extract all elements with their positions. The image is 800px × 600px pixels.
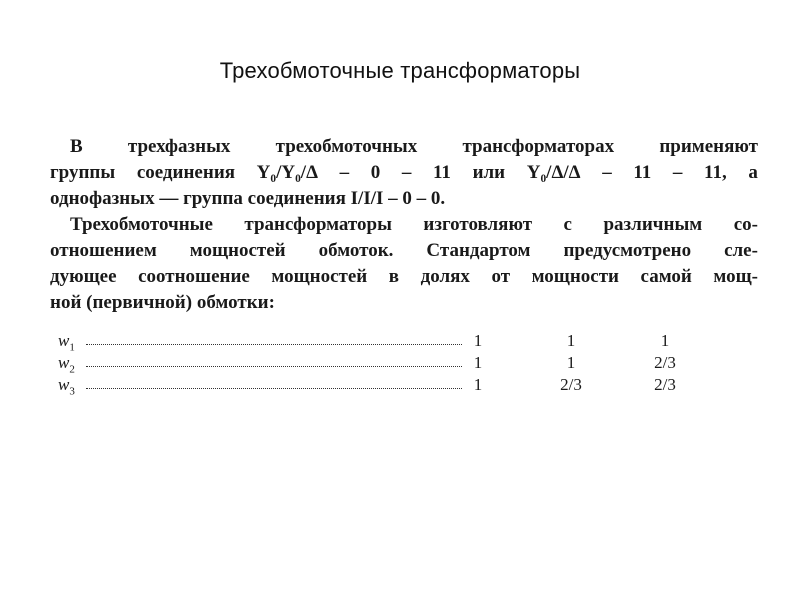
paragraph-line-2: группы соединения Y₀/Y₀/Δ – 0 – 11 или Y₀/Δ/Δ – 11 – 11, а xyxy=(50,162,758,183)
winding-label: $w_2$ xyxy=(58,353,75,376)
scanned-text-block xyxy=(50,134,758,396)
winding-label: $w_1$ xyxy=(58,331,75,354)
paragraph-line-3: однофазных — группа соединения I/I/I – 0 – 0. xyxy=(50,188,446,209)
table-row xyxy=(50,352,758,374)
paragraph-line-1: В трехфазных трехобмоточных трансформаторах применяют xyxy=(70,136,758,157)
dot-leader xyxy=(86,388,462,389)
table-cell: 1 xyxy=(473,353,483,372)
dot-leader xyxy=(86,344,462,345)
table-cell: 2/3 xyxy=(654,353,676,372)
table-row xyxy=(50,374,758,396)
winding-label: $w_3$ xyxy=(58,375,75,398)
table-cell: 1 xyxy=(566,353,576,372)
table-cell: 1 xyxy=(473,331,483,350)
power-ratio-table xyxy=(50,330,758,396)
slide-title: Трехобмоточные трансформаторы xyxy=(219,58,581,83)
table-cell: 1 xyxy=(566,331,576,350)
dot-leader xyxy=(86,366,462,367)
paragraph-line-7: ной (первичной) обмотки: xyxy=(50,292,275,313)
table-row xyxy=(50,330,758,352)
table-cell: 2/3 xyxy=(560,375,582,394)
paragraph-line-6: дующее соотношение мощностей в долях от мощности самой мощ- xyxy=(50,266,758,287)
table-cell: 2/3 xyxy=(654,375,676,394)
table-cell: 1 xyxy=(473,375,483,394)
table-cell: 1 xyxy=(660,331,670,350)
paragraph-line-5: отношением мощностей обмоток. Стандартом предусмотрено сле- xyxy=(50,240,758,261)
paragraph-line-4: Трехобмоточные трансформаторы изготовляют с различным со- xyxy=(70,214,758,235)
